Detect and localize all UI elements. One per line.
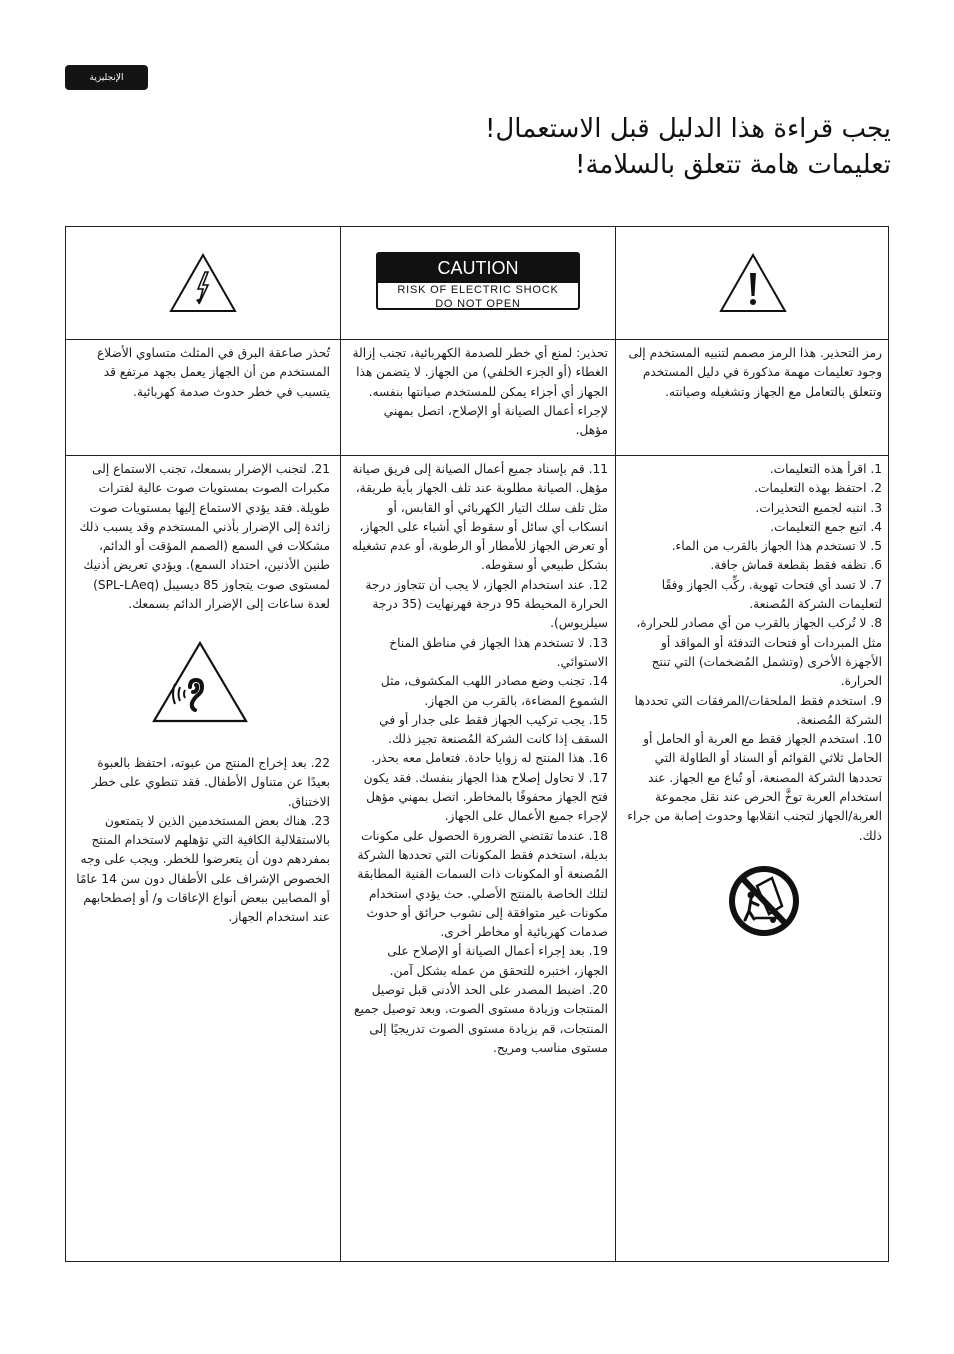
instructions-column-left-top (76, 460, 330, 614)
list-item: 11. قم بإسناد جميع أعمال الصيانة إلى فريق صيانة مؤهل. الصيانة مطلوبة عند تلف الجهاز بأية طريقة، مثل تلف سلك التيار الكهربائي أو القابس، أو انسكاب أي سائل أو سقوط أي أشياء على الجهاز، أو تعرض الجهاز للأمطار أو الرطوبة، أو عدم تشغيله بشكل طبيعي أو سقوطه. (351, 462, 608, 573)
lightning-warning-icon (66, 227, 340, 339)
list-item: 5. لا تستخدم هذا الجهاز بالقرب من الماء. (671, 539, 882, 554)
list-item: 17. لا تحاول إصلاح هذا الجهاز بنفسك. فقد يكون فتح الجهاز محفوفًا بالمخاطر. اتصل بمهني مؤهل لإجراء جميع الأعمال على الجهاز. (363, 770, 608, 824)
instructions-column-right (625, 460, 882, 846)
instructions-column-left-bottom (76, 754, 330, 928)
list-item: 12. عند استخدام الجهاز، لا يجب أن تتجاوز درجة الحرارة المحيطة 95 درجة فهرنهايت (35 درجة سيلزيوس). (365, 577, 608, 631)
list-item: 16. هذا المنتج له زوايا حادة. فتعامل معه بحذر. (371, 751, 608, 766)
caution-label (376, 252, 580, 310)
list-item: 15. يجب تركيب الجهاز فقط على جدار أو في السقف إذا كانت الشركة المُصنعة تجيز ذلك. (379, 712, 608, 747)
list-item: 22. بعد إخراج المنتج من عبوته، احتفظ بالعبوة بعيدًا عن متناول الأطفال. فقد تنطوي على خطر الاختناق. (91, 756, 330, 809)
list-item: 21. لتجنب الإضرار بسمعك، تجنب الاستماع إلى مكبرات الصوت بمستويات صوت عالية لفترات طويلة. فقد يؤدي الاستماع إليها بمستويات صوت زائدة إلى الإضرار بأذني المستخدم وقد يسبب ذلك مشكلات في السمع (الصمم المؤقت أو الدائم، طنين الأذنين، احتداد السمع). ويؤدي تعريض أذنيك لمستوى صوت يتجاوز 85 ديسيبل (SPL-LAeq) لعدة ساعات إلى الإضرار الدائم بسمعك. (79, 462, 330, 612)
page-title: يجب قراءة هذا الدليل قبل الاستعمال! (484, 114, 891, 144)
hearing-warning-icon (150, 639, 250, 725)
language-tab: الإنجليزية (65, 65, 148, 90)
caution-line-2: DO NOT OPEN (435, 298, 521, 310)
exclamation-symbol-text: رمز التحذير. هذا الرمز مصمم لتنبيه المستخدم إلى وجود تعليمات مهمة مذكورة في دليل المستخدم وتتعلق بالتعامل مع الجهاز وتشغيله وصيانته. (628, 346, 882, 399)
list-item: 20. اضبط المصدر على الحد الأدنى قبل توصيل المنتجات وزيادة مستوى الصوت. وبعد توصيل جميع المنتجات، قم بزيادة مستوى الصوت تدريجيًا إلى مستوى مناسب ومريح. (354, 983, 608, 1055)
page-subtitle: تعليمات هامة تتعلق بالسلامة! (575, 150, 891, 180)
column-divider (340, 227, 341, 1261)
list-item: 19. بعد إجراء أعمال الصيانة أو الإصلاح على الجهاز، اختبره للتحقق من عمله بشكل آمن. (387, 944, 608, 978)
instructions-column-middle (350, 460, 608, 1058)
list-item: 2. احتفظ بهذه التعليمات. (754, 481, 882, 496)
column-divider (615, 227, 616, 1261)
list-item: 1. اقرأ هذه التعليمات. (769, 462, 882, 476)
list-item: 6. نظفه فقط بقطعة قماش جافة. (710, 558, 882, 573)
list-item: 4. اتبع جمع التعليمات. (770, 519, 882, 534)
row-divider (66, 455, 888, 456)
list-item: 14. تجنب وضع مصادر اللهب المكشوف، مثل الشموع المضاءة، بالقرب من الجهاز. (380, 674, 608, 708)
safety-table (65, 226, 889, 1262)
caution-title: CAUTION (378, 254, 578, 283)
caution-symbol-text: تحذير: لمنع أي خطر للصدمة الكهربائية، تجنب إزالة الغطاء (أو الجزء الخلفي) من الجهاز. لا يتضمن هذا الجهاز أي أجزاء يمكن للمستخدم صيانتها بنفسه. لإجراء أعمال الصيانة أو الإصلاح، اتصل بمهني مؤهل. (352, 346, 608, 438)
caution-line-1: RISK OF ELECTRIC SHOCK (397, 284, 559, 296)
list-item: 7. لا تسد أي فتحات تهوية. ركِّب الجهاز وفقًا لتعليمات الشركة المُصنعة. (661, 577, 882, 612)
list-item: 13. لا تستخدم هذا الجهاز في مناطق المناخ الاستوائي. (389, 635, 608, 669)
lightning-symbol-text: تُحذر صاعقة البرق في المثلث متساوي الأضلاع المستخدم من أن الجهاز يعمل بجهد مرتفع قد يتسبب في خطر حدوث صدمة كهربائية. (96, 346, 330, 399)
list-item: 8. لا تُركب الجهاز بالقرب من أي مصادر للحرارة، مثل المبردات أو فتحات التدفئة أو المواقد أو الأجهزة الأخرى (وتشمل المُضخمات) التي تنتج الحرارة. (636, 616, 882, 689)
list-item: 10. استخدم الجهاز فقط مع العربة أو الحامل أو الحامل ثلاثي القوائم أو السناد أو الطاولة التي تحددها الشركة المصنعة، أو تُباع مع الجهاز. عند استخدام العربة توخَّ الحرص عند نقل مجموعة العربة/الجهاز لتجنب انقلابها وحدوث إصابة من جراء ذلك. (627, 732, 882, 843)
exclamation-warning-icon (615, 227, 890, 339)
list-item: 23. هناك بعض المستخدمين الذين لا يتمتعون بالاستقلالية الكافية التي تؤهلهم لاستخدام المنتج بمفردهم دون أن يتعرضوا للخطر. ويجب على وجه الخصوص الإشراف على الأطفال دون سن 14 عامًا أو المصابين ببعض أنواع الإعاقات و/ أو إصطحابهم عند استخدام الجهاز. (76, 813, 330, 925)
cart-tip-over-icon (726, 863, 802, 939)
list-item: 9. استخدم فقط الملحقات/المرفقات التي تحددها الشركة المُصنعة. (634, 693, 882, 727)
list-item: 18. عندما تقتضي الضرورة الحصول على مكونات بديلة، استخدم فقط المكونات التي تحددها الشركة المُصنعة أو المكونات ذات السمات الفنية المطابقة لتلك الخاصة بالمنتج الأصلي. حث يؤدي استخدام مكونات غير متوافقة إلى نشوب حرائق أو حدوث صدمات كهربائية أو مخاطر أخرى. (357, 828, 608, 940)
list-item: 3. انتبه لجميع التحذيرات. (755, 500, 882, 515)
row-divider (66, 339, 888, 340)
